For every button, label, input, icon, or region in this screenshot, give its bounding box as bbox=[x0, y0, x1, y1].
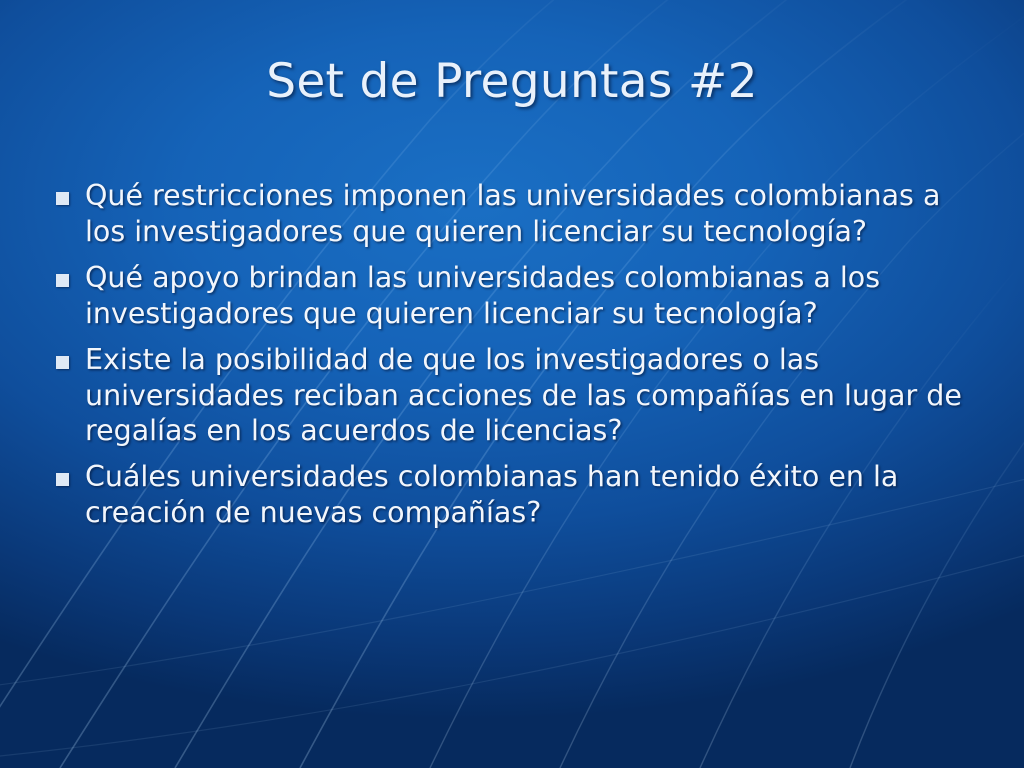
list-item-text: Existe la posibilidad de que los investigadores o las universidades reciban acciones de las compañías en lugar de regalías en los acuerdos de licencias? bbox=[85, 342, 962, 448]
list-item bbox=[56, 459, 986, 531]
list-item bbox=[56, 178, 986, 250]
list-item-text: Qué apoyo brindan las universidades colombianas a los investigadores que quieren licenciar su tecnología? bbox=[85, 260, 881, 330]
list-item bbox=[56, 342, 986, 450]
bullet-square-icon bbox=[56, 356, 69, 369]
bullet-square-icon bbox=[56, 192, 69, 205]
list-item-text: Cuáles universidades colombianas han tenido éxito en la creación de nuevas compañías? bbox=[85, 460, 899, 530]
list-item bbox=[56, 260, 986, 332]
bullet-list bbox=[56, 178, 986, 541]
bullet-square-icon bbox=[56, 274, 69, 287]
bullet-square-icon bbox=[56, 473, 69, 486]
page-title: Set de Preguntas #2 bbox=[266, 54, 758, 109]
list-item-text: Qué restricciones imponen las universidades colombianas a los investigadores que quieren licenciar su tecnología? bbox=[85, 179, 941, 248]
